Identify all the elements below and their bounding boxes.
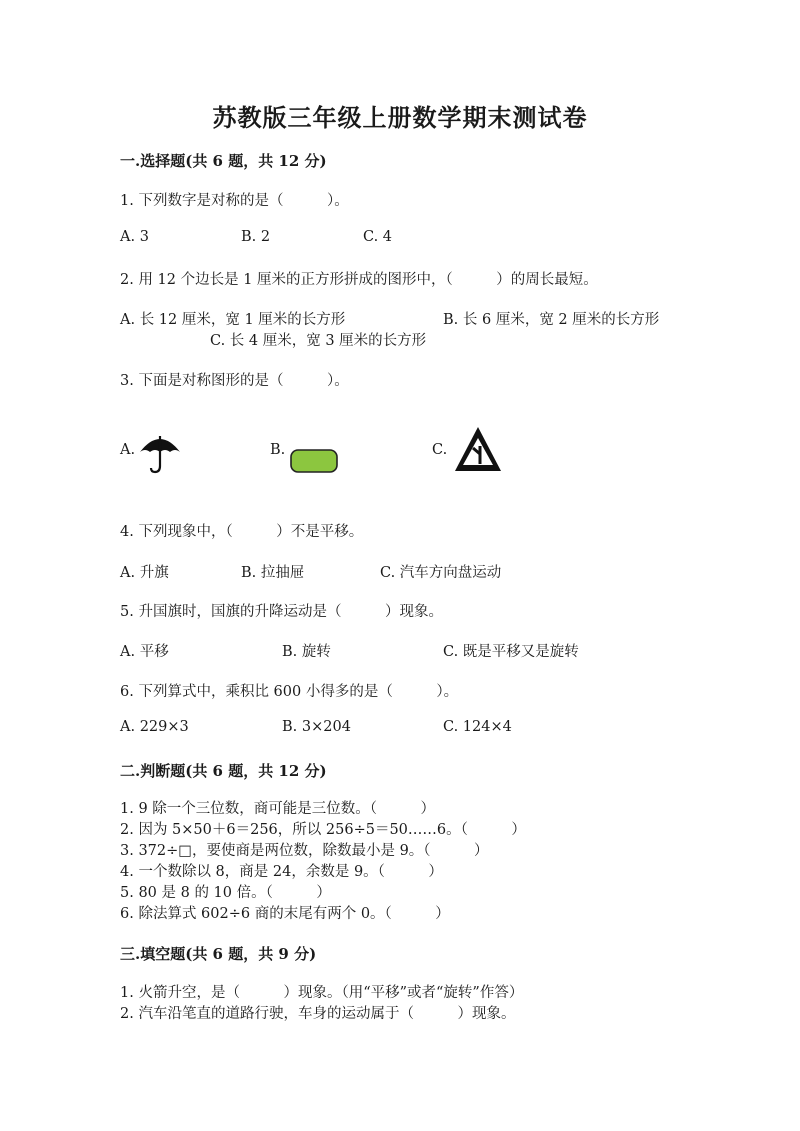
question-1-2: 2. 用 12 个边长是 1 厘米的正方形拼成的图形中，（ ）的周长最短。 (120, 272, 598, 288)
rounded-rectangle-shape (289, 448, 339, 474)
question-1-6: 6. 下列算式中，乘积比 600 小得多的是（ ）。 (120, 684, 459, 700)
section-heading-fill: 三.填空题(共 6 题，共 9 分) (120, 945, 317, 963)
question-1-1: 1. 下列数字是对称的是（ ）。 (120, 193, 349, 209)
option-1-6-c: C. 124×4 (443, 719, 512, 735)
judge-item-4: 4. 一个数除以 8，商是 24，余数是 9。（ ） (120, 864, 443, 880)
option-1-3-b: B. (270, 442, 286, 458)
section-heading-judge: 二.判断题(共 6 题，共 12 分) (120, 762, 327, 780)
option-1-6-a: A. 229×3 (120, 719, 189, 735)
section-heading-choice: 一.选择题(共 6 题，共 12 分) (120, 152, 327, 170)
judge-item-3: 3. 372÷□，要使商是两位数，除数最小是 9。（ ） (120, 843, 489, 859)
judge-item-2: 2. 因为 5×50＋6＝256，所以 256÷5＝50……6。（ ） (120, 822, 526, 838)
warning-sign-icon (453, 424, 503, 474)
option-1-3-a: A. (120, 442, 136, 458)
fill-item-1: 1. 火箭升空，是（ ）现象。（用“平移”或者“旋转”作答） (120, 985, 524, 1001)
option-1-2-b: B. 长 6 厘米，宽 2 厘米的长方形 (443, 312, 660, 328)
option-1-1-b: B. 2 (241, 229, 271, 245)
option-1-4-c: C. 汽车方向盘运动 (380, 565, 502, 581)
judge-item-1: 1. 9 除一个三位数，商可能是三位数。（ ） (120, 801, 436, 817)
question-1-5: 5. 升国旗时，国旗的升降运动是（ ）现象。 (120, 604, 443, 620)
umbrella-icon (138, 432, 182, 474)
option-1-6-b: B. 3×204 (282, 719, 351, 735)
option-1-2-a: A. 长 12 厘米，宽 1 厘米的长方形 (120, 312, 346, 328)
judge-item-5: 5. 80 是 8 的 10 倍。（ ） (120, 885, 331, 901)
page-title: 苏教版三年级上册数学期末测试卷 (212, 103, 588, 132)
option-1-5-c: C. 既是平移又是旋转 (443, 644, 579, 660)
option-1-1-c: C. 4 (363, 229, 393, 245)
option-1-4-b: B. 拉抽屉 (241, 565, 305, 581)
judge-item-6: 6. 除法算式 602÷6 商的末尾有两个 0。（ ） (120, 906, 450, 922)
question-1-4: 4. 下列现象中，（ ）不是平移。 (120, 524, 364, 540)
option-1-1-a: A. 3 (120, 229, 149, 245)
option-1-5-b: B. 旋转 (282, 644, 331, 660)
option-1-5-a: A. 平移 (120, 644, 169, 660)
option-1-2-c: C. 长 4 厘米，宽 3 厘米的长方形 (210, 333, 427, 349)
option-1-4-a: A. 升旗 (120, 565, 169, 581)
fill-item-2: 2. 汽车沿笔直的道路行驶，车身的运动属于（ ）现象。 (120, 1006, 516, 1022)
question-1-3: 3. 下面是对称图形的是（ ）。 (120, 373, 349, 389)
option-1-3-c: C. (432, 442, 448, 458)
